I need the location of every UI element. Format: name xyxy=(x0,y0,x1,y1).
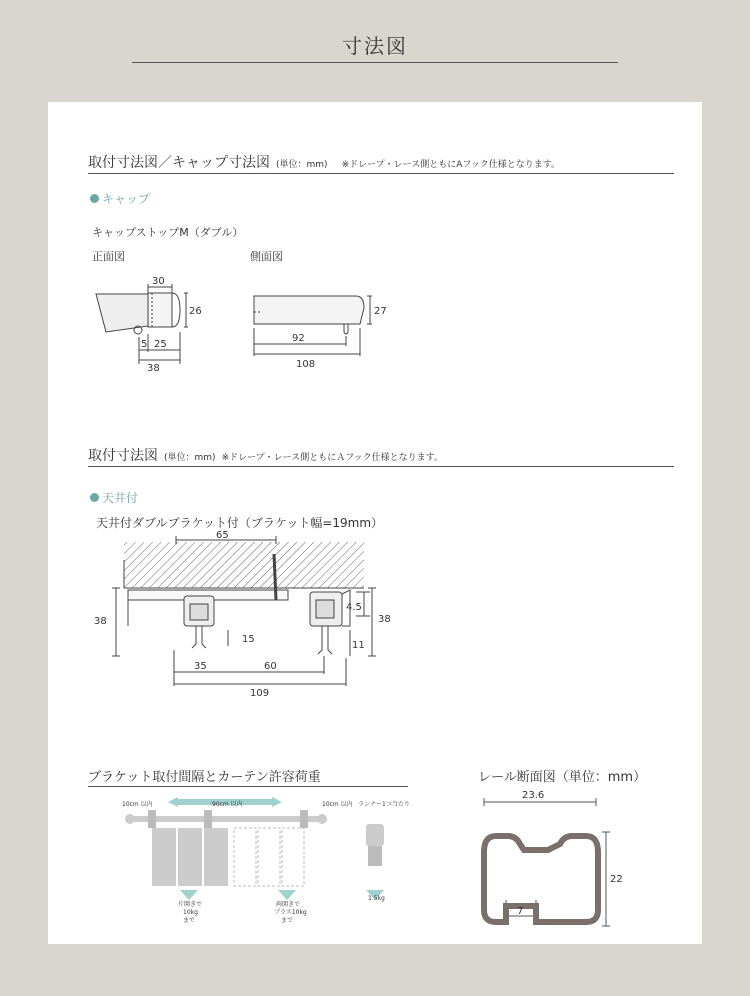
load-single-line1: 片開きで xyxy=(178,901,203,908)
page-title: 寸法図 xyxy=(342,34,408,58)
load-runner-weight: 1.5kg xyxy=(368,895,385,902)
ceiling-dim-gap: 4.5 xyxy=(346,602,362,613)
bullet-icon xyxy=(90,194,99,203)
rail-inner: 7 xyxy=(517,906,524,917)
section1-rule xyxy=(88,173,674,174)
rail-profile xyxy=(484,836,598,922)
section2-rule xyxy=(88,466,674,467)
ceiling-dim-total-width: 109 xyxy=(250,688,270,699)
cap-side-view-diagram xyxy=(248,288,398,378)
section1-note: ※ドレープ・レース側ともにAフック仕様となります。 xyxy=(341,160,561,170)
load-single-line3: まで xyxy=(183,917,196,924)
load-double-line1: 両開きで xyxy=(276,901,301,908)
section3-rule xyxy=(88,786,408,787)
rail-width: 23.6 xyxy=(522,790,545,801)
front-view-label: 正面図 xyxy=(92,250,125,263)
ceiling-subhead-label: 天井付 xyxy=(102,491,139,505)
cap-product-name: キャップストップM（ダブル） xyxy=(92,226,244,239)
ceiling-dim-hook: 15 xyxy=(242,634,255,645)
load-single-line2: 10kg xyxy=(183,909,198,916)
ceiling-subhead xyxy=(90,489,138,506)
ceiling-dim-left-height: 38 xyxy=(94,616,107,627)
load-double-line2: プラス10kg xyxy=(274,909,307,916)
section2-unit: (単位：mm) xyxy=(164,453,216,463)
section1-heading xyxy=(88,152,560,172)
ceiling-dim-top: 65 xyxy=(216,530,229,541)
load-right-gap: 10cm 以内 xyxy=(322,801,353,808)
ceiling-bracket-diagram xyxy=(88,530,391,700)
cap-front-dim-total: 38 xyxy=(147,363,160,374)
cap-front-dim-a: 5 xyxy=(141,339,148,350)
cap-front-dim-top: 30 xyxy=(152,276,165,287)
section2-note: ※ドレープ・レース側ともにＡフック仕様となります。 xyxy=(221,453,443,463)
section3-title: ブラケット取付間隔とカーテン許容荷重 xyxy=(88,770,321,785)
section2-heading xyxy=(88,445,443,465)
rail-height: 22 xyxy=(610,874,623,885)
section4-title: レール断面図（単位：mm） xyxy=(478,770,647,785)
section2-title: 取付寸法図 xyxy=(88,448,158,464)
side-view-label: 側面図 xyxy=(250,250,283,263)
cap-side-dim-total: 108 xyxy=(296,359,316,370)
ceiling-product-name: 天井付ダブルブラケット付（ブラケット幅=19mm） xyxy=(96,516,384,530)
section1-title: 取付寸法図／キャップ寸法図 xyxy=(88,155,270,171)
cap-front-dim-b: 25 xyxy=(154,339,167,350)
cap-front-view-diagram xyxy=(88,272,248,382)
section1-unit: (単位：mm) xyxy=(276,160,328,170)
title-divider xyxy=(132,62,618,63)
load-mid-gap: 90cm 以内 xyxy=(212,801,243,808)
cap-side-dim-inner: 92 xyxy=(292,333,305,344)
load-left-gap: 10cm 以内 xyxy=(122,801,153,808)
cap-subhead xyxy=(90,190,150,207)
load-runner-note: ランナー1コ当たり xyxy=(358,801,410,808)
load-double-line3: まで xyxy=(281,917,294,924)
cap-subhead-label: キャップ xyxy=(102,192,151,206)
ceiling-dim-bottom-right: 11 xyxy=(352,640,365,651)
ceiling-dim-right-height: 38 xyxy=(378,614,391,625)
content-card xyxy=(48,102,702,944)
load-diagram xyxy=(122,796,412,926)
bullet-icon xyxy=(90,493,99,502)
rail-section-diagram xyxy=(476,792,626,932)
ceiling-dim-left-width: 35 xyxy=(194,661,207,672)
cap-side-dim-height: 27 xyxy=(374,306,387,317)
cap-front-dim-height: 26 xyxy=(189,306,202,317)
ceiling-dim-mid-width: 60 xyxy=(264,661,277,672)
